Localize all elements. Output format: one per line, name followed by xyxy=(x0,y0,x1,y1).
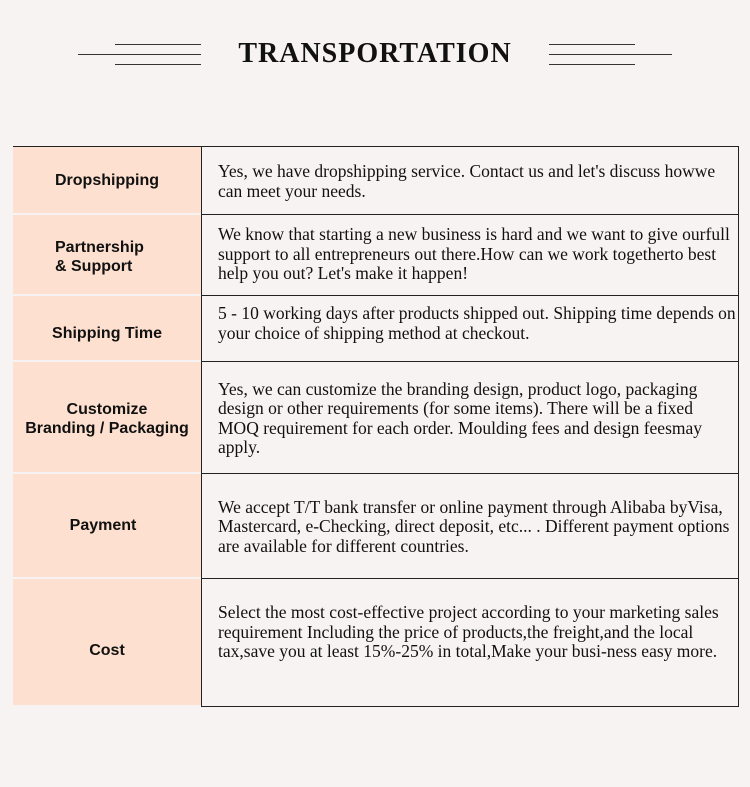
row-label-payment: Payment xyxy=(13,474,201,579)
row-text-customize-content: Yes, we can customize the branding design, product logo, packaging design or other requirements (for some items). There will be a fixed MOQ requirement for each order. Moulding fees and design feesmay apply. xyxy=(218,378,703,457)
row-label-dropshipping: Dropshipping xyxy=(13,147,201,215)
right-rule-bottom xyxy=(549,64,635,65)
row-text-cost xyxy=(201,579,739,706)
table-row-cost xyxy=(13,579,739,707)
info-table xyxy=(13,146,739,707)
row-label-cost: Cost xyxy=(13,579,201,707)
row-text-payment xyxy=(201,474,739,578)
table-row-partnership xyxy=(13,215,739,296)
row-text-payment-content: We accept T/T bank transfer or online payment through Alibaba byVisa, Mastercard, e-Checking, direct deposit, etc... . Different payment options are available for different countries. xyxy=(218,496,730,556)
table-row-dropshipping xyxy=(13,147,739,215)
table-row-payment xyxy=(13,474,739,579)
row-text-customize xyxy=(201,362,739,473)
row-label-partnership: Partnership & Support xyxy=(13,215,201,296)
row-label-shipping-time: Shipping Time xyxy=(13,296,201,362)
page-title: TRANSPORTATION xyxy=(238,38,512,69)
row-text-partnership xyxy=(201,215,739,295)
row-text-partnership-content: We know that starting a new business is hard and we want to give ourfull support to all entrepreneurs out there.How can we work togetherto best help you out? Let's make it happen! xyxy=(218,224,730,283)
row-text-dropshipping-content: Yes, we have dropshipping service. Contact us and let's discuss howwe can meet your needs. xyxy=(218,161,716,201)
row-text-cost-content: Select the most cost-effective project according to your marketing sales requirement Including the price of products,the freight,and the local tax,save you at least 15%-25% in total,Make your busi-ness easy more. xyxy=(218,602,719,661)
right-rule-middle xyxy=(549,54,672,55)
table-row-customize xyxy=(13,362,739,474)
right-rule-top xyxy=(549,44,635,45)
page-header xyxy=(0,0,750,110)
table-row-shipping-time xyxy=(13,296,739,362)
row-text-shipping-time-content: 5 - 10 working days after products shipped out. Shipping time depends on your choice of shipping method at checkout. xyxy=(218,303,736,343)
row-label-customize: Customize Branding / Packaging xyxy=(13,362,201,474)
row-text-shipping-time xyxy=(201,296,739,361)
row-text-dropshipping xyxy=(201,147,739,214)
